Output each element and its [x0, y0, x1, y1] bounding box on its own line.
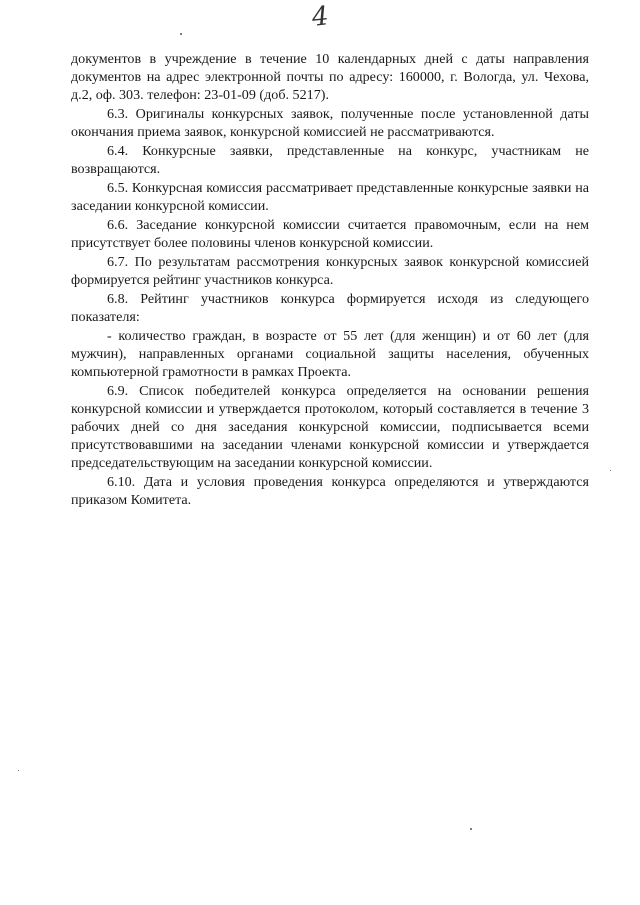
scan-speck — [470, 828, 472, 830]
paragraph-6-7: 6.7. По результатам рассмотрения конкурсных заявок конкурсной комиссией формируется рейтинг участников конкурса. — [71, 253, 589, 288]
page-number: 4 — [310, 1, 331, 33]
scan-speck — [180, 33, 182, 35]
document-body — [71, 50, 589, 510]
paragraph-6-6: 6.6. Заседание конкурсной комиссии считается правомочным, если на нем присутствует более половины членов конкурсной комиссии. — [71, 216, 589, 252]
paragraph-6-10: 6.10. Дата и условия проведения конкурса определяются и утверждаются приказом Комитета. — [71, 474, 589, 509]
paragraph-6-4: 6.4. Конкурсные заявки, представленные на конкурс, участникам не возвращаются. — [71, 143, 589, 178]
paragraph-6-9: 6.9. Список победителей конкурса определяется на основании решения конкурсной комиссии и утверждается протоколом, который составляется в течение 3 рабочих дней со дня заседания конкурсной комиссии, подписывается всеми присутствовавшими на заседании членами конкурсной комиссии и утверждается председательствующим на заседании конкурсной комиссии. — [71, 382, 589, 472]
paragraph-6-3: 6.3. Оригиналы конкурсных заявок, полученные после установленной даты окончания приема заявок, конкурсной комиссией не рассматриваются. — [71, 106, 589, 141]
scan-speck — [610, 470, 611, 471]
paragraph-continuation: документов в учреждение в течение 10 календарных дней с даты направления документов на адрес электронной почты по адресу: 160000, г. Вологда, ул. Чехова, д.2, оф. 303. телефон: 23-01-09 (доб. 5217). — [71, 51, 589, 104]
paragraph-6-5: 6.5. Конкурсная комиссия рассматривает представленные конкурсные заявки на заседании конкурсной комиссии. — [71, 179, 589, 215]
paragraph-6-8-item: - количество граждан, в возрасте от 55 лет (для женщин) и от 60 лет (для мужчин), направленных органами социальной защиты населения, обученных компьютерной грамотности в рамках Проекта. — [71, 327, 589, 380]
paragraph-6-8: 6.8. Рейтинг участников конкурса формируется исходя из следующего показателя: — [71, 290, 589, 325]
scan-speck — [18, 770, 19, 771]
